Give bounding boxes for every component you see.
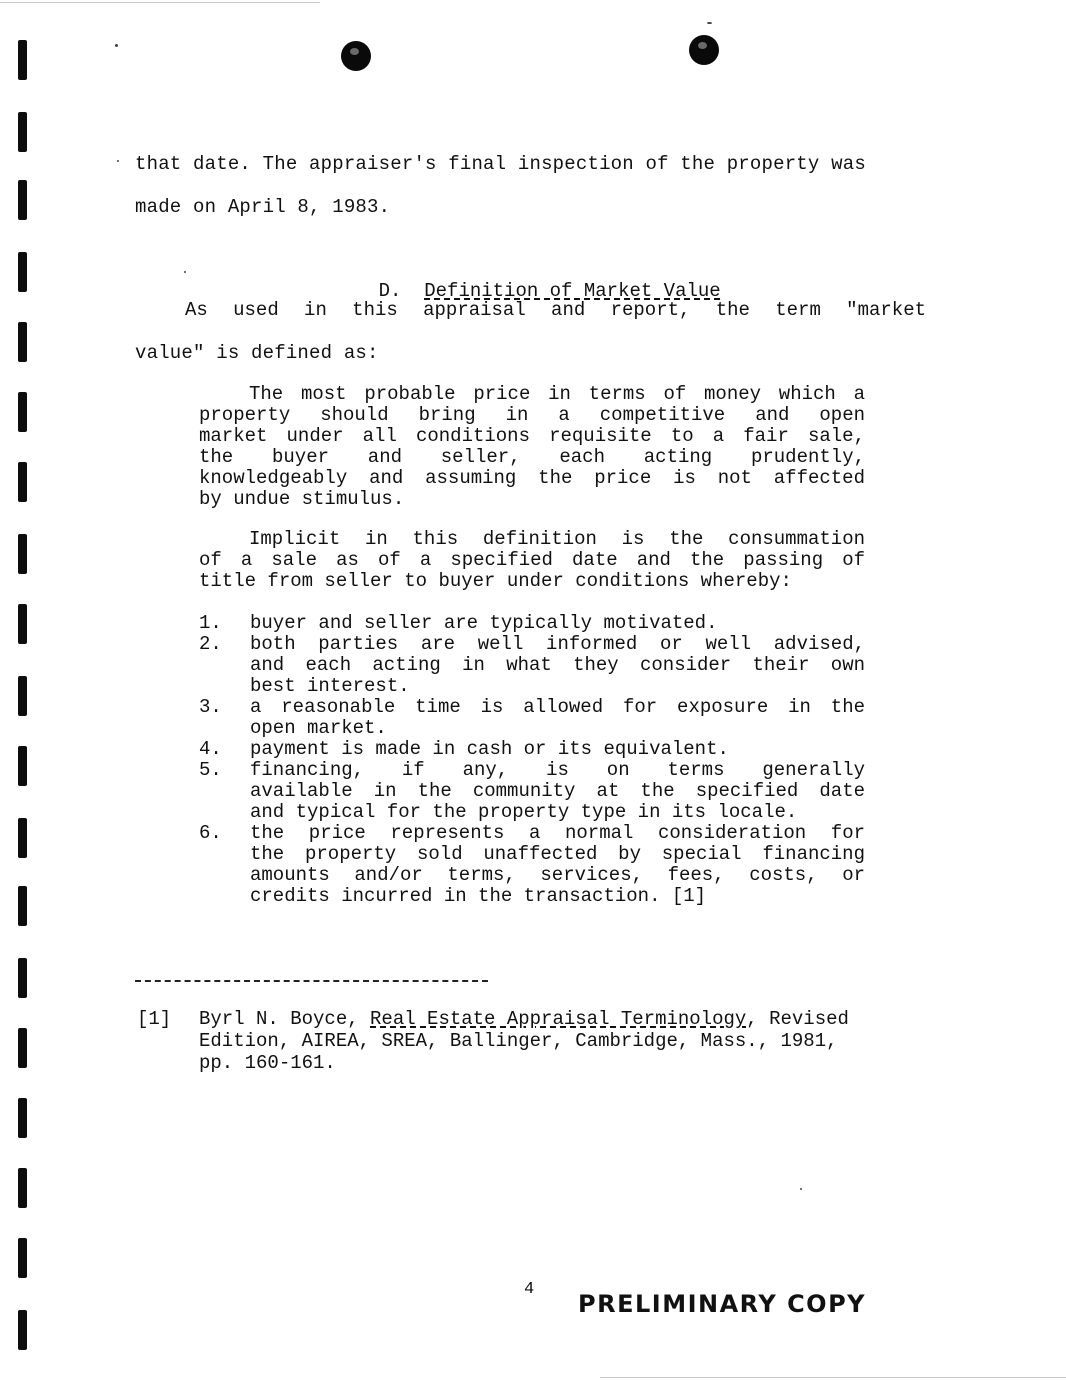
body-line: made on April 8, 1983. <box>135 196 391 218</box>
binding-mark <box>18 40 27 80</box>
bottom-edge-line <box>600 1377 1066 1378</box>
definition-quote <box>199 384 865 510</box>
quote-line: Implicit in this definition is the consummation <box>249 528 865 550</box>
binding-mark <box>18 1310 27 1350</box>
binding-mark <box>18 1098 27 1138</box>
intro-line: As used in this appraisal and report, the term "market <box>185 299 926 321</box>
list-number: 3. <box>199 696 222 718</box>
list-number: 4. <box>199 738 222 760</box>
scan-speck <box>707 22 712 24</box>
list-line: best interest. <box>250 675 410 697</box>
binding-mark <box>18 112 27 152</box>
binding-mark <box>18 604 27 644</box>
list-line: and typical for the property type in its locale. <box>250 801 798 823</box>
quote-line: of a sale as of a specified date and the passing of <box>199 549 865 571</box>
list-number: 2. <box>199 633 222 655</box>
footnote-edition: , Revised <box>746 1008 849 1030</box>
list-line: amounts and/or terms, services, fees, costs, or <box>250 864 865 886</box>
binding-mark <box>18 1028 27 1068</box>
scan-speck <box>800 1188 802 1190</box>
body-line: that date. The appraiser's final inspection of the property was <box>135 153 866 175</box>
list-line: both parties are well informed or well advised, <box>250 633 865 655</box>
list-item <box>199 634 865 697</box>
list-line: and each acting in what they consider their own <box>250 654 865 676</box>
quote-line: The most probable price in terms of money which a <box>249 383 865 405</box>
footnote-line: pp. 160-161. <box>199 1052 336 1074</box>
list-item <box>199 739 865 760</box>
section-letter: D. <box>378 280 402 302</box>
quote-line: by undue stimulus. <box>199 488 405 510</box>
list-item <box>199 613 865 634</box>
list-line: a reasonable time is allowed for exposure in the <box>250 696 865 718</box>
quote-line: title from seller to buyer under conditions whereby: <box>199 570 792 592</box>
implicit-paragraph <box>199 529 865 592</box>
list-line: credits incurred in the transaction. [1] <box>250 885 707 907</box>
footnote-rule <box>135 980 488 982</box>
list-number: 5. <box>199 759 222 781</box>
page-number: 4 <box>524 1280 535 1299</box>
binding-mark <box>18 322 27 362</box>
list-number: 6. <box>199 822 222 844</box>
list-line: available in the community at the specified date <box>250 780 865 802</box>
intro-paragraph <box>135 299 926 321</box>
list-item <box>199 697 865 739</box>
quote-line: knowledgeably and assuming the price is not affected <box>199 467 865 489</box>
binding-mark <box>18 534 27 574</box>
quote-line: the buyer and seller, each acting prudently, <box>199 446 865 468</box>
punch-hole <box>341 41 371 71</box>
punch-hole <box>689 35 719 65</box>
conditions-list <box>199 613 865 907</box>
footnote-title: Real Estate Appraisal Terminology <box>370 1008 747 1030</box>
quote-line: property should bring in a competitive and open <box>199 404 865 426</box>
footnote-marker: [1] <box>137 1008 172 1030</box>
binding-mark <box>18 818 27 858</box>
scan-speck <box>184 271 186 273</box>
binding-mark <box>18 392 27 432</box>
binding-mark <box>18 676 27 716</box>
preliminary-copy-stamp: PRELIMINARY COPY <box>578 1290 867 1318</box>
binding-mark <box>18 746 27 786</box>
list-item <box>199 823 865 907</box>
binding-mark <box>18 958 27 998</box>
binding-mark <box>18 886 27 926</box>
list-line: open market. <box>250 717 387 739</box>
binding-mark <box>18 462 27 502</box>
footnote-text <box>199 1008 917 1074</box>
list-item <box>199 760 865 823</box>
top-edge-line <box>0 2 320 3</box>
list-line: the price represents a normal consideration for <box>250 822 865 844</box>
list-line: financing, if any, is on terms generally <box>250 759 865 781</box>
binding-mark <box>18 252 27 292</box>
list-line: payment is made in cash or its equivalent. <box>250 738 729 760</box>
footnote-line: Edition, AIREA, SREA, Ballinger, Cambridge, Mass., 1981, <box>199 1030 838 1052</box>
intro-line: value" is defined as: <box>135 342 379 364</box>
binding-mark <box>18 1168 27 1208</box>
list-number: 1. <box>199 612 222 634</box>
binding-mark <box>18 180 27 220</box>
binding-mark <box>18 1238 27 1278</box>
scan-speck <box>117 160 119 162</box>
list-line: buyer and seller are typically motivated. <box>250 612 718 634</box>
footnote-author: Byrl N. Boyce, <box>199 1008 371 1030</box>
scan-speck <box>115 44 118 47</box>
quote-line: market under all conditions requisite to a fair sale, <box>199 425 865 447</box>
section-title: Definition of Market Value <box>424 280 721 302</box>
list-line: the property sold unaffected by special financing <box>250 843 865 865</box>
